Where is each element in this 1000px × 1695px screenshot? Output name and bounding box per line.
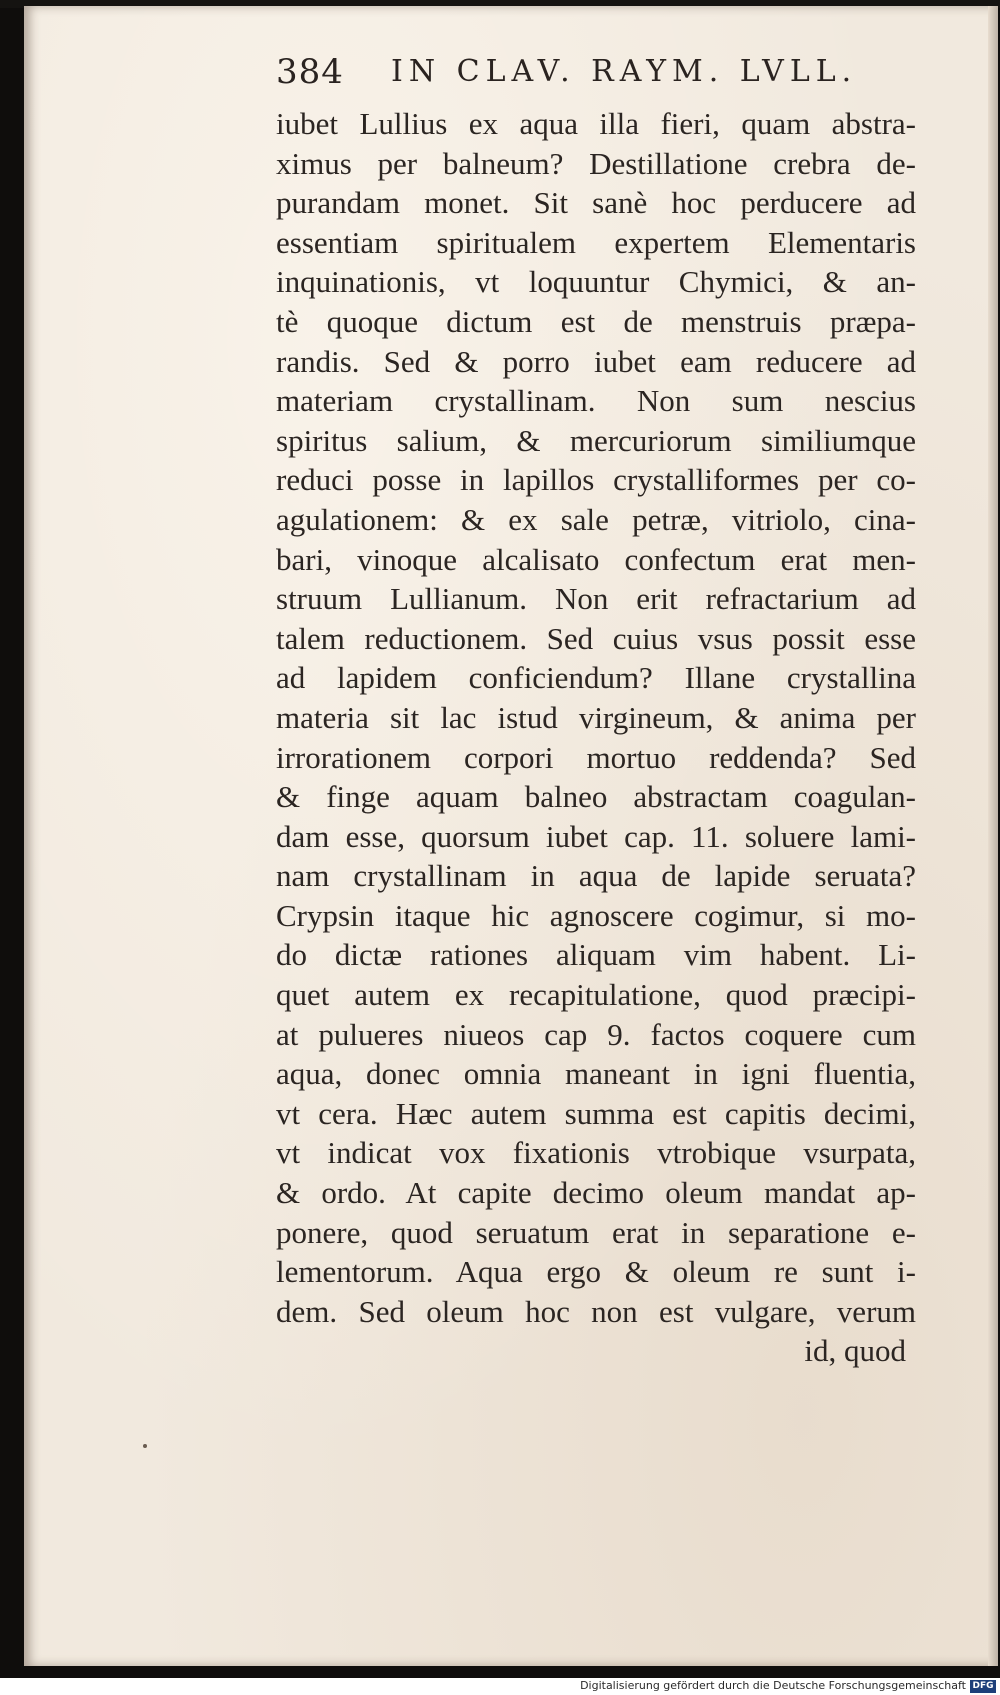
text-line: & ordo. At capite decimo oleum mandat ap- bbox=[276, 1175, 916, 1211]
text-line: at pulueres niueos cap 9. factos coquere cum bbox=[276, 1016, 916, 1052]
text-line: do dictæ rationes aliquam vim habent. Li- bbox=[276, 937, 916, 973]
page-edge bbox=[988, 6, 998, 1666]
digitization-credit: Digitalisierung gefördert durch die Deutsche Forschungsgemeinschaft bbox=[580, 1679, 966, 1692]
text-line: randis. Sed & porro iubet eam reducere ad bbox=[276, 343, 916, 379]
body-text bbox=[276, 104, 916, 1371]
text-line: lementorum. Aqua ergo & oleum re sunt i- bbox=[276, 1254, 916, 1290]
text-line: talem reductionem. Sed cuius vsus possit esse bbox=[276, 620, 916, 656]
text-line: iubet Lullius ex aqua illa fieri, quam abstra- bbox=[276, 106, 916, 141]
text-line: bari, vinoque alcalisato confectum erat men- bbox=[276, 541, 916, 577]
text-line: tè quoque dictum est de menstruis præpa- bbox=[276, 303, 916, 339]
text-line: inquinationis, vt loquuntur Chymici, & an- bbox=[276, 264, 916, 300]
text-line: reduci posse in lapillos crystalliformes per co- bbox=[276, 462, 916, 498]
footer-bar bbox=[0, 1678, 1000, 1695]
text-line: ad lapidem conficiendum? Illane crystallina bbox=[276, 660, 916, 696]
text-line: ximus per balneum? Destillatione crebra de- bbox=[276, 145, 916, 181]
text-line: vt cera. Hæc autem summa est capitis decimi, bbox=[276, 1095, 916, 1131]
dfg-logo: DFG bbox=[970, 1680, 996, 1693]
text-line: materia sit lac istud virgineum, & anima per bbox=[276, 699, 916, 735]
text-line: purandam monet. Sit sanè hoc perducere ad bbox=[276, 185, 916, 221]
text-line: struum Lullianum. Non erit refractarium ad bbox=[276, 581, 916, 617]
text-line: materiam crystallinam. Non sum nescius bbox=[276, 383, 916, 419]
text-line: dam esse, quorsum iubet cap. 11. soluere lami- bbox=[276, 818, 916, 854]
paper-speck bbox=[143, 1444, 147, 1448]
text-line: aqua, donec omnia maneant in igni fluentia, bbox=[276, 1056, 916, 1092]
text-line: ponere, quod seruatum erat in separatione e- bbox=[276, 1214, 916, 1250]
text-line: Crypsin itaque hic agnoscere cogimur, si mo- bbox=[276, 897, 916, 933]
page-header bbox=[276, 50, 916, 102]
text-line: essentiam spiritualem expertem Elementaris bbox=[276, 224, 916, 260]
text-line: vt indicat vox fixationis vtrobique vsurpata, bbox=[276, 1135, 916, 1171]
text-line: irrorationem corpori mortuo reddenda? Sed bbox=[276, 739, 916, 775]
running-head: IN CLAV. RAYM. LVLL. bbox=[391, 54, 858, 89]
text-line: spiritus salium, & mercuriorum similiumque bbox=[276, 422, 916, 458]
text-line: dem. Sed oleum hoc non est vulgare, verum bbox=[276, 1293, 916, 1329]
text-line: agulationem: & ex sale petræ, vitriolo, cina- bbox=[276, 501, 916, 537]
text-line: nam crystallinam in aqua de lapide seruata? bbox=[276, 858, 916, 894]
catchword: id, quod bbox=[804, 1333, 906, 1369]
text-line: & finge aquam balneo abstractam coagulan- bbox=[276, 779, 916, 815]
text-line: quet autem ex recapitulatione, quod præcipi- bbox=[276, 977, 916, 1013]
page-number: 384 bbox=[276, 52, 344, 92]
